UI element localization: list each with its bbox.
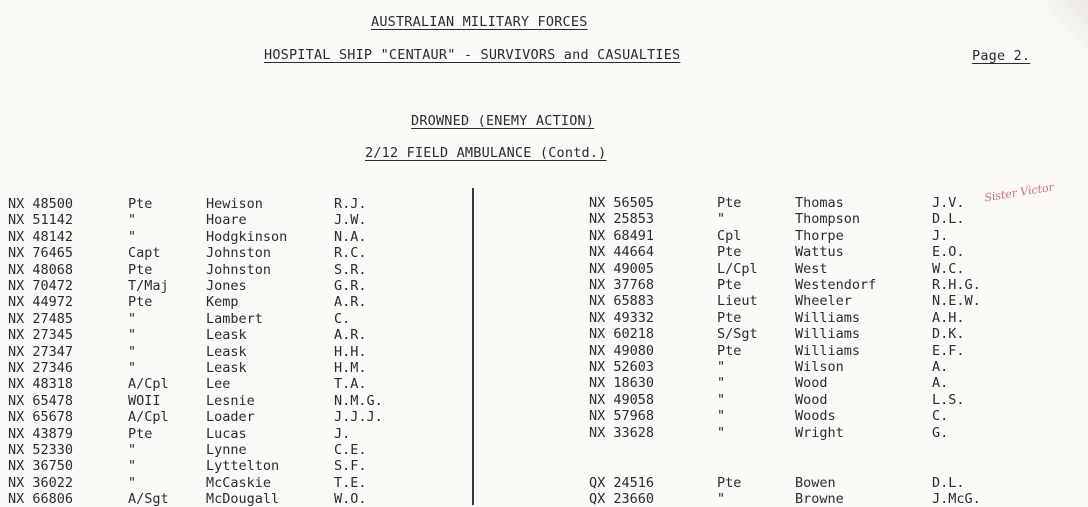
initials: G. [932,424,949,441]
rank: Pte [128,294,153,311]
service-number: NX 18630 [589,375,655,392]
initials: D.L. [932,211,965,228]
rank: A/Cpl [128,376,169,393]
service-number: NX 36022 [8,474,74,491]
surname: Jones [206,278,247,294]
service-number: NX 65478 [8,392,74,409]
initials: J.W. [334,212,367,229]
rank: " [128,343,137,360]
rank: " [717,375,726,392]
initials: W.O. [334,491,367,507]
service-number: NX 56505 [589,195,655,211]
surname: Wright [795,424,844,441]
service-number: NX 25853 [589,211,655,228]
initials: C.E. [334,442,367,458]
surname: Wood [795,375,828,392]
initials: R.C. [334,245,367,262]
casualty-row [0,244,1088,260]
casualty-row [0,211,1088,227]
surname: Hodgkinson [206,228,288,245]
initials: J.V. [932,195,965,211]
rank: S/Sgt [717,326,758,343]
surname: Lynne [206,442,247,458]
service-number: NX 52603 [589,359,655,375]
rank: " [128,310,137,327]
casualty-row [0,326,1088,342]
rank: T/Maj [128,278,169,294]
initials: J. [334,425,351,442]
surname: Johnston [206,261,272,278]
service-number: NX 36750 [8,458,74,475]
initials: J.J.J. [334,409,383,426]
surname: Wheeler [795,293,852,310]
surname: McCaskie [206,474,272,491]
rank: " [717,424,726,441]
surname: West [795,260,828,277]
unit-heading: 2/12 FIELD AMBULANCE (Contd.) [365,145,607,161]
rank: A/Sgt [128,491,169,507]
rank: Pte [128,425,153,442]
casualty-row [0,442,1088,458]
service-number: NX 57968 [589,408,655,425]
service-number: NX 33628 [589,424,655,441]
document-subtitle: HOSPITAL SHIP "CENTAUR" - SURVIVORS and CASUALTIES [264,47,681,63]
service-number: NX 27347 [8,343,74,360]
casualty-row [0,228,1088,244]
surname: Lucas [206,425,247,442]
service-number: NX 43879 [8,425,74,442]
initials: N.M.G. [334,392,383,409]
service-number: NX 48142 [8,228,74,245]
service-number: NX 27345 [8,327,74,344]
rank: " [128,212,137,229]
page-corner-shadow [1048,0,1088,60]
surname: Hoare [206,212,247,229]
rank: " [128,327,137,344]
surname: Lee [206,376,231,393]
rank: " [128,360,137,376]
initials: S.F. [334,458,367,475]
rank: " [717,491,726,507]
casualty-row [0,475,1088,491]
rank: " [717,408,726,425]
rank: " [717,359,726,375]
service-number: NX 49005 [589,260,655,277]
initials: T.A. [334,376,367,393]
surname: Hewison [206,196,263,212]
rank: Pte [717,244,742,261]
rank: Lieut [717,293,758,310]
service-number: NX 76465 [8,245,74,262]
surname: Woods [795,408,836,425]
initials: E.O. [932,244,965,261]
casualty-row [0,375,1088,391]
rank: Pte [717,475,742,491]
service-number: NX 49332 [589,309,655,326]
initials: J.McG. [932,491,981,507]
document-title: AUSTRALIAN MILITARY FORCES [371,14,588,30]
rank: " [717,211,726,228]
initials: A. [932,359,949,375]
casualty-row [0,195,1088,211]
surname: Wattus [795,244,844,261]
casualty-row [0,425,1088,441]
rank: WOII [128,392,161,409]
service-number: NX 51142 [8,212,74,229]
rank: Cpl [717,227,742,244]
casualty-row [0,343,1088,359]
initials: S.R. [334,261,367,278]
initials: E.F. [932,342,965,359]
rank: Capt [128,245,161,262]
rank: Pte [717,277,742,293]
rank: Pte [128,196,153,212]
initials: L.S. [932,391,965,408]
surname: Bowen [795,475,836,491]
initials: D.K. [932,326,965,343]
service-number: NX 65678 [8,409,74,426]
rank: " [128,458,137,475]
service-number: NX 52330 [8,442,74,458]
initials: H.H. [334,343,367,360]
initials: A. [932,375,949,392]
service-number: NX 48318 [8,376,74,393]
rank: Pte [717,342,742,359]
surname: McDougall [206,491,280,507]
casualty-row [0,277,1088,293]
section-heading: DROWNED (ENEMY ACTION) [411,113,595,129]
service-number: NX 49080 [589,342,655,359]
rank: Pte [717,309,742,326]
service-number: NX 68491 [589,227,655,244]
rank: " [128,442,137,458]
surname: Browne [795,491,844,507]
casualty-row [0,458,1088,474]
surname: Lesnie [206,392,255,409]
initials: R.H.G. [932,277,981,293]
initials: W.C. [932,260,965,277]
surname: Loader [206,409,255,426]
surname: Wilson [795,359,844,375]
initials: G.R. [334,278,367,294]
service-number: NX 65883 [589,293,655,310]
surname: Leask [206,343,247,360]
surname: Williams [795,342,861,359]
surname: Thompson [795,211,861,228]
initials: C. [932,408,949,425]
rank: " [717,391,726,408]
service-number: NX 48068 [8,261,74,278]
casualty-row [0,408,1088,424]
service-number: NX 49058 [589,391,655,408]
service-number: NX 44664 [589,244,655,261]
initials: N.E.W. [932,293,981,310]
surname: Williams [795,309,861,326]
initials: H.M. [334,360,367,376]
service-number: NX 44972 [8,294,74,311]
initials: N.A. [334,228,367,245]
surname: Leask [206,360,247,376]
service-number: NX 70472 [8,278,74,294]
rank: A/Cpl [128,409,169,426]
casualty-row [0,359,1088,375]
rank: Pte [717,195,742,211]
casualty-row [0,310,1088,326]
service-number: QX 24516 [589,475,655,491]
casualty-row [0,293,1088,309]
surname: Lambert [206,310,263,327]
handwritten-annotation: Sister Victor [983,180,1055,205]
rank: " [128,228,137,245]
surname: Wood [795,391,828,408]
surname: Thorpe [795,227,844,244]
initials: T.E. [334,474,367,491]
casualty-row [0,261,1088,277]
initials: R.J. [334,196,367,212]
surname: Lyttelton [206,458,280,475]
service-number: NX 60218 [589,326,655,343]
rank: Pte [128,261,153,278]
service-number: NX 37768 [589,277,655,293]
surname: Westendorf [795,277,877,293]
surname: Leask [206,327,247,344]
initials: J. [932,227,949,244]
service-number: NX 27485 [8,310,74,327]
page-number: Page 2. [972,48,1031,64]
rank: L/Cpl [717,260,758,277]
service-number: NX 27346 [8,360,74,376]
initials: A.H. [932,309,965,326]
surname: Thomas [795,195,844,211]
initials: D.L. [932,475,965,491]
service-number: NX 66806 [8,491,74,507]
rank: " [128,474,137,491]
initials: A.R. [334,294,367,311]
surname: Williams [795,326,861,343]
service-number: QX 23660 [589,491,655,507]
initials: A.R. [334,327,367,344]
casualty-row [0,392,1088,408]
surname: Johnston [206,245,272,262]
initials: C. [334,310,351,327]
service-number: NX 48500 [8,196,74,212]
surname: Kemp [206,294,239,311]
